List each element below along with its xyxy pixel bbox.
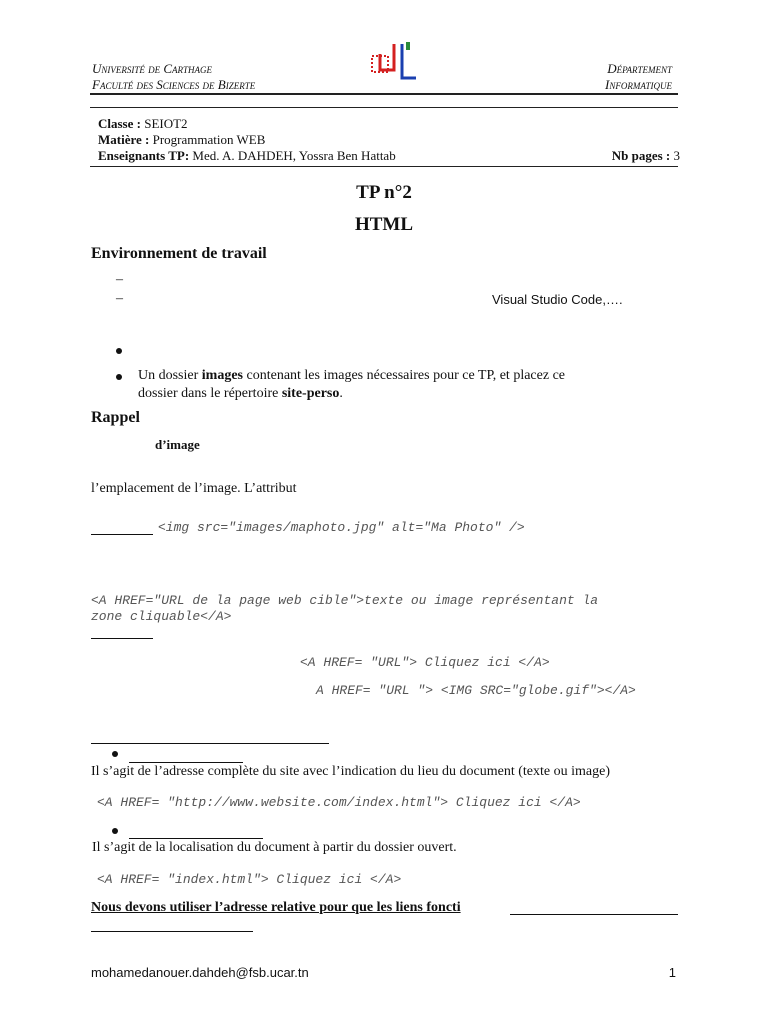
footer-email: mohamedanouer.dahdeh@fsb.ucar.tn xyxy=(91,965,309,980)
underline-blank xyxy=(91,534,153,535)
images-folder-text: Un dossier images contenant les images nécessaires pour ce TP, et placez ce xyxy=(138,368,565,383)
a-code-line-2: zone cliquable</A> xyxy=(91,609,232,624)
env-tools: Visual Studio Code,…. xyxy=(492,292,623,307)
enseignants-line xyxy=(98,148,396,164)
bullet-marker xyxy=(116,348,122,354)
tp-number: TP n°2 xyxy=(356,182,412,203)
env-dash-2: – xyxy=(116,291,123,306)
matiere-value: Programmation WEB xyxy=(152,132,266,147)
underline-blank xyxy=(91,638,153,639)
department-name: Informatique xyxy=(605,77,672,92)
underline-blank xyxy=(129,838,263,839)
env-heading: Environnement de travail xyxy=(91,245,267,262)
relative-address-text: Il s’agit de la localisation du document à partir du dossier ouvert. xyxy=(92,840,457,855)
env-dash-1: – xyxy=(116,272,123,287)
relative-code-example: <A HREF= "index.html"> Cliquez ici </A> xyxy=(97,872,402,887)
nbpages-value: 3 xyxy=(673,148,680,163)
img-code-example: <img src="images/maphoto.jpg" alt="Ma Photo" /> xyxy=(158,520,525,535)
classe-label: Classe : xyxy=(98,116,141,131)
a-code-line-1: <A HREF="URL de la page web cible">texte ou image représentant la xyxy=(91,593,599,608)
university-name: Université de Carthage xyxy=(92,61,213,76)
rappel-heading: Rappel xyxy=(91,409,140,426)
emplacement-text: l’emplacement de l’image. L’attribut xyxy=(91,481,297,496)
department-label: Département xyxy=(607,61,672,76)
underline-blank xyxy=(510,914,678,915)
underline-blank xyxy=(91,743,329,744)
classe-line xyxy=(98,116,188,132)
enseignants-value: Med. A. DAHDEH, Yossra Ben Hattab xyxy=(192,148,396,163)
nbpages-line xyxy=(612,148,680,164)
images-folder-text-2: dossier dans le répertoire site-perso. xyxy=(138,386,343,401)
a-code-example-2: A HREF= "URL "> <IMG SRC="globe.gif"></A> xyxy=(316,683,636,698)
absolute-address-text: Il s’agit de l’adresse complète du site avec l’indication du lieu du document (texte ou image) xyxy=(91,764,610,779)
matiere-label: Matière : xyxy=(98,132,150,147)
enseignants-label: Enseignants TP: xyxy=(98,148,190,163)
nbpages-label: Nb pages : xyxy=(611,148,671,163)
fsb-logo-icon xyxy=(368,40,418,84)
absolute-code-example: <A HREF= "http://www.website.com/index.html"> Cliquez ici </A> xyxy=(97,795,581,810)
bullet-marker xyxy=(116,374,122,380)
bullet-marker xyxy=(112,751,118,757)
tp-subject: HTML xyxy=(354,214,414,235)
matiere-line xyxy=(98,132,265,148)
info-top-rule xyxy=(90,107,678,108)
info-bottom-rule xyxy=(90,166,678,167)
conclusion-text: Nous devons utiliser l’adresse relative pour que les liens foncti xyxy=(91,900,461,915)
footer-page-number: 1 xyxy=(668,965,676,980)
underline-blank xyxy=(91,931,253,932)
image-label: d’image xyxy=(155,437,200,452)
a-code-example-1: <A HREF= "URL"> Cliquez ici </A> xyxy=(300,655,550,670)
classe-value: SEIOT2 xyxy=(144,116,188,131)
bullet-marker xyxy=(112,828,118,834)
header-rule xyxy=(90,93,678,95)
underline-blank xyxy=(129,762,243,763)
faculty-name: Faculté des Sciences de Bizerte xyxy=(92,77,256,92)
